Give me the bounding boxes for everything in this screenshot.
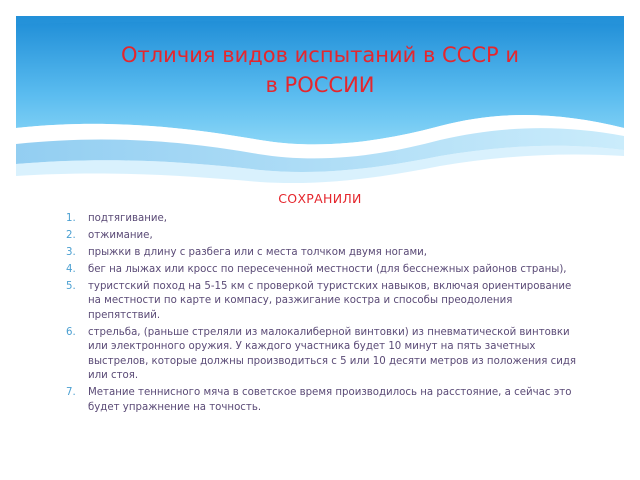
list-item-number: 1. [66,213,76,224]
list-item [66,246,586,261]
list-item [66,326,586,384]
list-item [66,280,586,324]
list-item-text: Метание теннисного мяча в советское время производилось на расстояние, а сейчас это будет упражнение на точность. [88,387,572,413]
list-item-number: 3. [66,246,76,258]
list-item-number: 4. [66,263,76,275]
list-item-number: 7. [66,387,76,399]
list-item [66,212,586,227]
list-item-number: 6. [66,326,76,338]
list-item-text: подтягивание, [88,213,168,224]
list-item-number: 5. [66,280,76,292]
kept-tests-list [66,212,586,418]
list-item-text: стрельба, (раньше стреляли из малокалиберной винтовки) из пневматической винтовки или электронного оружия. У каждого участника будет 10 минут на пять зачетных выстрелов, которые должны производиться с 5 или 10 десяти метров из положения сидя или стоя. [88,326,577,382]
list-item [66,386,586,415]
list-item-text: прыжки в длину с разбега или с места толчком двумя ногами, [88,246,428,258]
section-heading: СОХРАНИЛИ [278,191,362,206]
list-item [66,263,586,278]
list-item-number: 2. [66,229,76,241]
list-item-text: отжимание, [88,229,153,241]
list-item [66,229,586,244]
slide-title [40,40,600,100]
list-item-text: бег на лыжах или кросс по пересеченной местности (для бесснежных районов страны), [88,263,567,275]
header-wave-background [0,0,640,200]
slide-title-line-1: Отличия видов испытаний в СССР и [121,43,519,67]
slide-title-line-2: в РОССИИ [265,73,375,97]
list-item-text: туристский поход на 5-15 км с проверкой туристских навыков, включая ориентирование на местности по карте и компасу, разжигание костра и способы преодоления препятствий. [88,280,572,321]
